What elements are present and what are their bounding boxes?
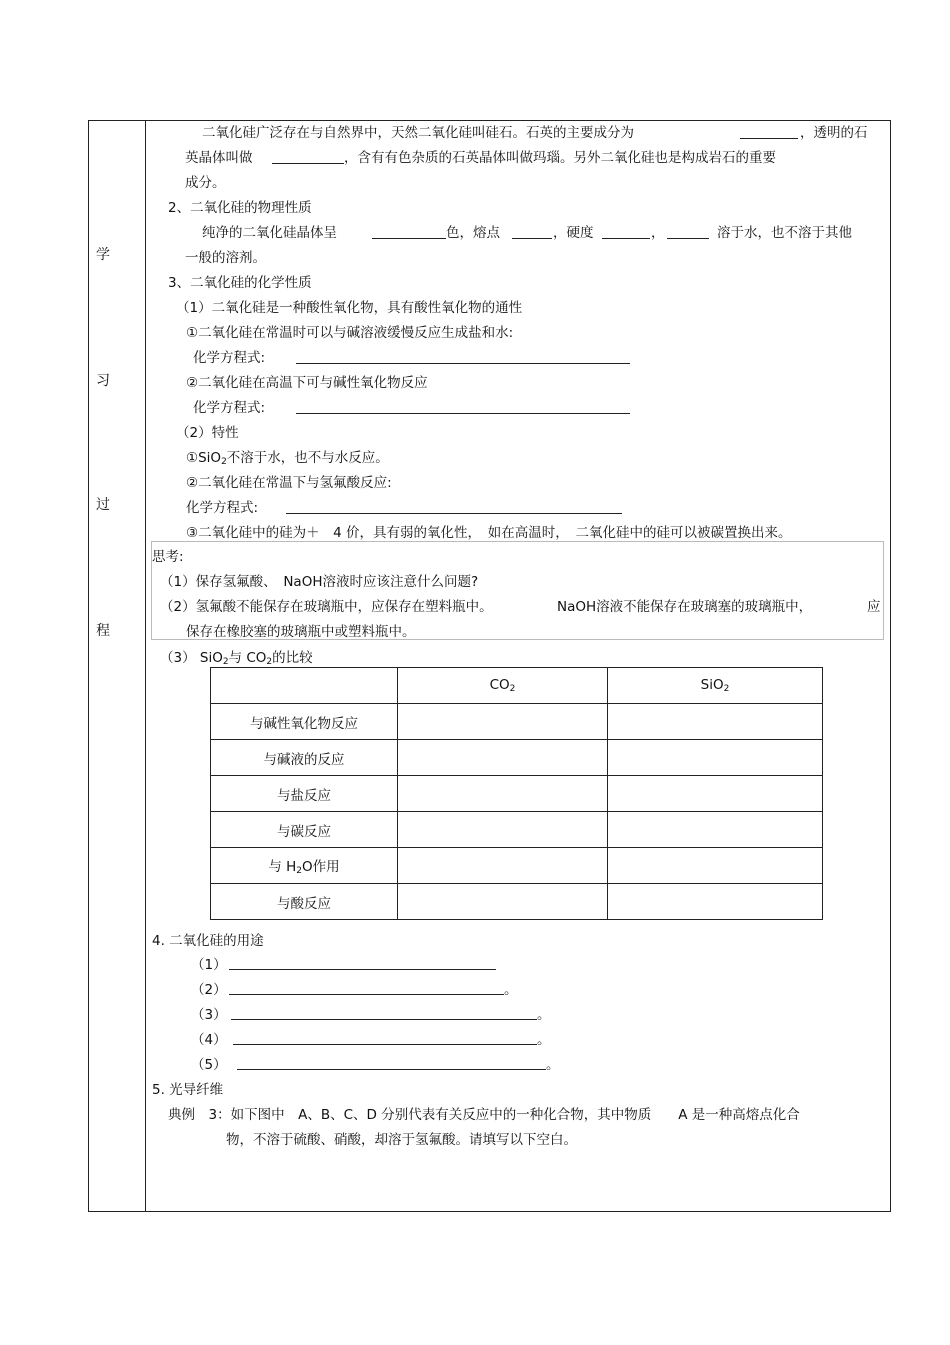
cell-sio2[interactable]	[608, 704, 823, 740]
blank-use-2[interactable]	[229, 980, 504, 995]
think-answer: （2）氢氟酸不能保存在玻璃瓶中，应保存在塑料瓶中。	[160, 599, 493, 615]
chemical-p2: （2）特性	[176, 425, 239, 441]
use-item-3: （3）	[191, 1007, 227, 1023]
use-end-2: 。	[504, 982, 518, 998]
blank-color[interactable]	[372, 224, 446, 239]
blank-use-5[interactable]	[237, 1055, 546, 1070]
cell-sio2[interactable]	[608, 848, 823, 884]
row-label: 与 $H_2O$作用	[211, 848, 398, 884]
row-label: 与盐反应	[211, 776, 398, 812]
blank-equation-3[interactable]	[286, 499, 622, 514]
intro-line2: 英晶体叫做	[185, 150, 253, 166]
side-label-3: 过	[96, 497, 110, 513]
cell-co[interactable]	[398, 704, 608, 740]
physical-comma: ，	[651, 225, 665, 241]
chemical-p1: （1）二氧化硅是一种酸性氧化物，具有酸性氧化物的通性	[176, 300, 523, 316]
blank-use-1[interactable]	[229, 955, 496, 970]
intro-line1-tail: ，透明的石	[800, 125, 868, 141]
side-label-4: 程	[96, 623, 110, 639]
example-line1: 典例 3：如下图中 A、B、C、D 分别代表有关反应中的一种化合物，其中物质 A 是一种高熔点化合	[168, 1107, 800, 1123]
chemical-p2-3: ③二氧化硅中的硅为＋ 4 价，具有弱的氧化性， 如在高温时， 二氧化硅中的硅可以被碳置换出来。	[186, 525, 792, 541]
think-answer-line2: 保存在橡胶塞的玻璃瓶中或塑料瓶中。	[186, 624, 416, 640]
use-end-3: 。	[537, 1007, 551, 1023]
intro-line3: 成分。	[185, 175, 226, 191]
chemical-heading: 3、二氧化硅的化学性质	[168, 275, 312, 291]
chemical-p2-1: ①SiO$_2$不溶于水，也不与水反应。	[186, 450, 389, 467]
equation-label-2: 化学方程式:	[193, 400, 266, 416]
row-label: 与碱液的反应	[211, 740, 398, 776]
blank-solubility[interactable]	[667, 224, 709, 239]
cell-co[interactable]	[398, 884, 608, 920]
example-line2: 物，不溶于硫酸、硝酸，却溶于氢氟酸。请填写以下空白。	[226, 1132, 577, 1148]
use-item-1: （1）	[191, 957, 227, 973]
table-row	[211, 740, 823, 776]
think-title: 思考:	[152, 549, 184, 565]
column-divider	[145, 120, 146, 1212]
row-label: 与碱性氧化物反应	[211, 704, 398, 740]
blank-melting-point[interactable]	[512, 224, 552, 239]
cell-sio2[interactable]	[608, 812, 823, 848]
blank-crystal-name[interactable]	[272, 149, 344, 164]
header-sio2: SiO$_2$	[608, 668, 823, 704]
blank-use-3[interactable]	[231, 1005, 537, 1020]
chemical-p1-2: ②二氧化硅在高温下可与碱性氧化物反应	[186, 375, 428, 391]
table-row	[211, 776, 823, 812]
think-answer-should: 应	[867, 599, 881, 615]
blank-equation-1[interactable]	[296, 349, 630, 364]
table-row	[211, 704, 823, 740]
physical-line2: 一般的溶剂。	[185, 250, 266, 266]
compare-title: （3） SiO$_2$与 $CO_2$的比较	[160, 650, 313, 667]
row-label: 与碳反应	[211, 812, 398, 848]
physical-line1: 纯净的二氧化硅晶体呈	[202, 225, 337, 241]
cell-co[interactable]	[398, 740, 608, 776]
use-end-4: 。	[537, 1032, 551, 1048]
think-question: （1）保存氢氟酸、 NaOH溶液时应该注意什么问题?	[160, 574, 479, 590]
side-label-2: 习	[96, 373, 110, 389]
blank-quartz-component[interactable]	[740, 124, 798, 139]
use-item-2: （2）	[191, 982, 227, 998]
table-row	[211, 848, 823, 884]
intro-line2-tail: ，含有有色杂质的石英晶体叫做玛瑙。另外二氧化硅也是构成岩石的重要	[344, 150, 776, 166]
cell-co[interactable]	[398, 812, 608, 848]
header-co: $CO_2$	[398, 668, 608, 704]
table-header-row	[211, 668, 823, 704]
equation-label-3: 化学方程式:	[186, 500, 259, 516]
blank-equation-2[interactable]	[296, 399, 630, 414]
cell-sio2[interactable]	[608, 776, 823, 812]
blank-hardness[interactable]	[602, 224, 650, 239]
cell-sio2[interactable]	[608, 740, 823, 776]
chemical-p1-1: ①二氧化硅在常温时可以与碱溶液缓慢反应生成盐和水:	[186, 325, 514, 341]
cell-co[interactable]	[398, 776, 608, 812]
chemical-p2-2: ②二氧化硅在常温下与氢氟酸反应:	[186, 475, 392, 491]
cell-sio2[interactable]	[608, 884, 823, 920]
blank-use-4[interactable]	[233, 1030, 537, 1045]
equation-label-1: 化学方程式:	[193, 350, 266, 366]
use-end-5: 。	[546, 1057, 560, 1073]
cell-co[interactable]	[398, 848, 608, 884]
table-row	[211, 884, 823, 920]
comparison-table	[210, 667, 823, 920]
fiber-heading: 5. 光导纤维	[152, 1082, 224, 1098]
uses-heading: 4. 二氧化硅的用途	[152, 933, 264, 949]
row-label: 与酸反应	[211, 884, 398, 920]
physical-melting: 色，熔点	[446, 225, 500, 241]
physical-hardness: ，硬度	[553, 225, 594, 241]
header-empty	[211, 668, 398, 704]
physical-heading: 2、二氧化硅的物理性质	[168, 200, 312, 216]
intro-line1: 二氧化硅广泛存在与自然界中，天然二氧化硅叫硅石。石英的主要成分为	[202, 125, 634, 141]
use-item-4: （4）	[191, 1032, 227, 1048]
table-row	[211, 812, 823, 848]
side-label-1: 学	[96, 247, 110, 263]
think-answer-naoh: NaOH溶液不能保存在玻璃塞的玻璃瓶中，	[557, 599, 813, 615]
physical-solubility: 溶于水，也不溶于其他	[717, 225, 852, 241]
use-item-5: （5）	[191, 1057, 227, 1073]
